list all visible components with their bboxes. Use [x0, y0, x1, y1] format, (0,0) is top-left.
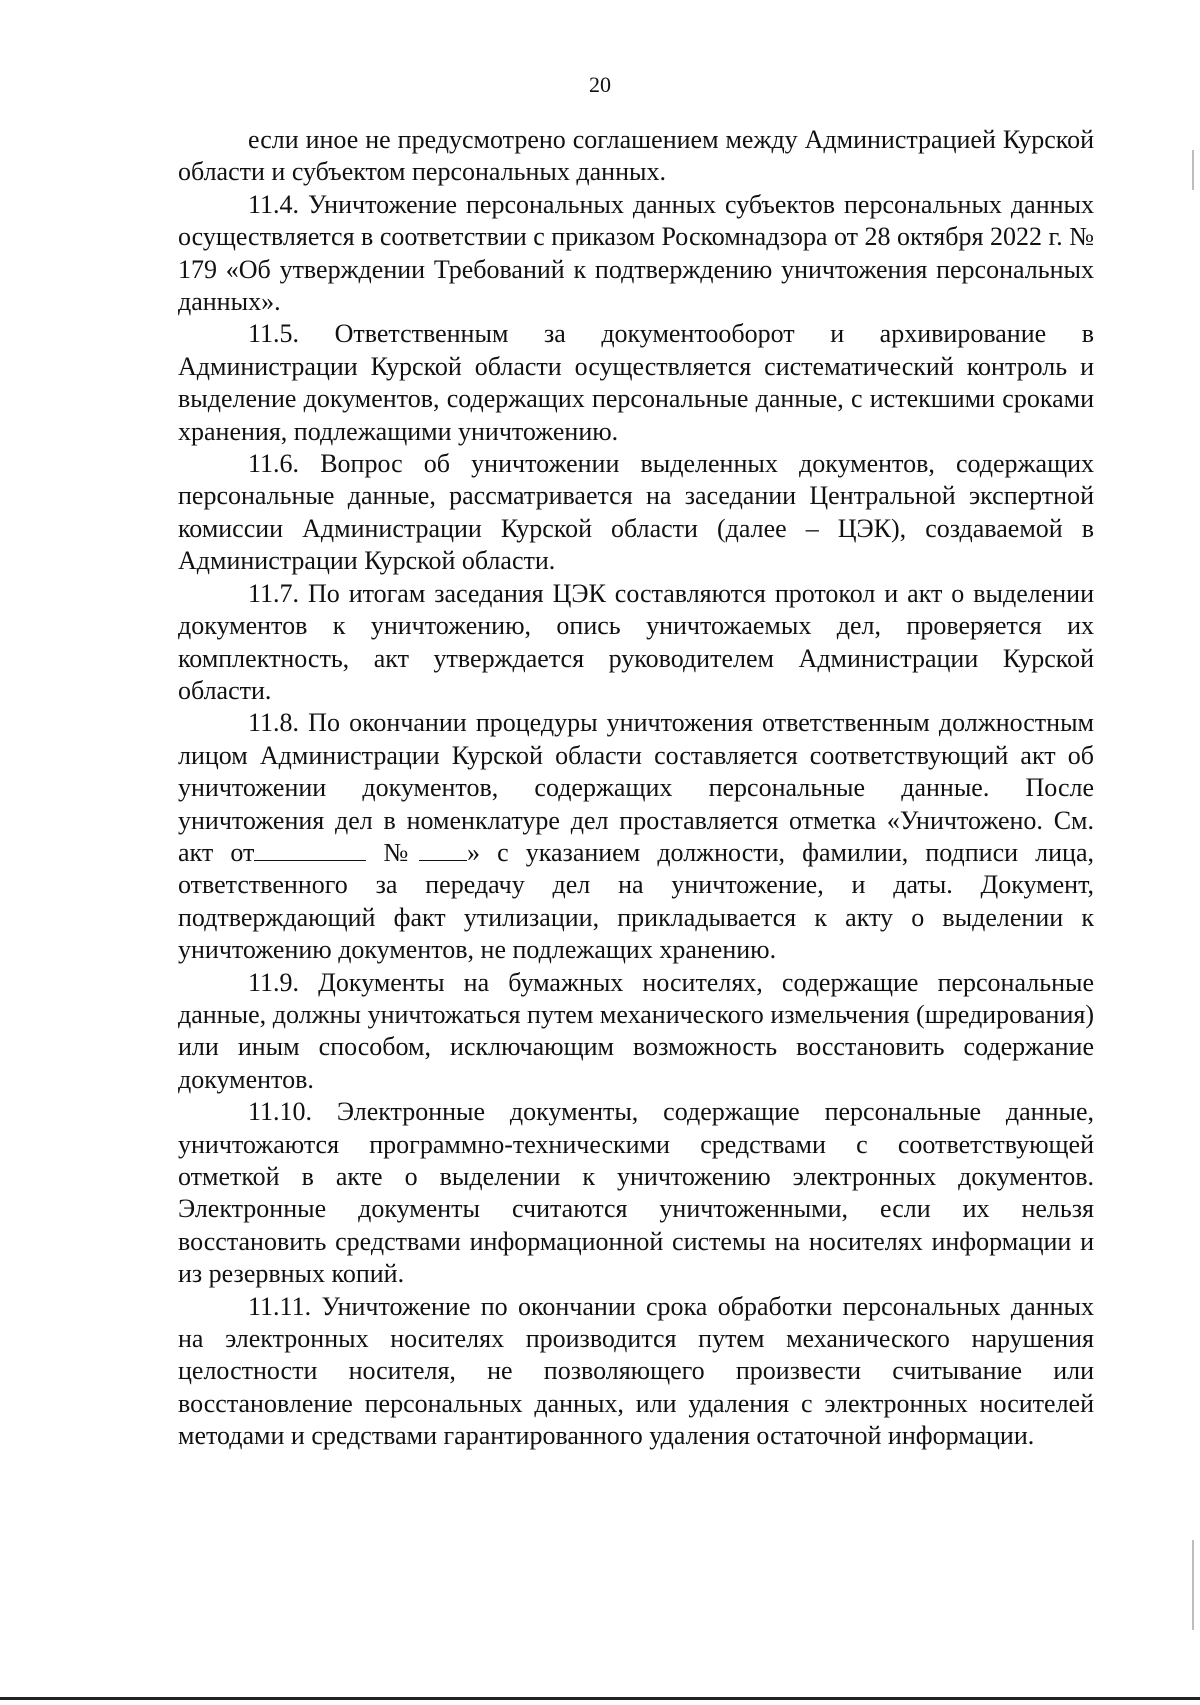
paragraph-11-10: 11.10. Электронные документы, содержащие персональные данные, уничтожаются программно-техническими средствами с соответствующей отметкой в акте о выделении к уничтожению электронных документов. Электронные документы считаются уничтоженными, если их нельзя восстановить средствами информационной системы на носителях информации и из резервных копий. [178, 1097, 1094, 1289]
scan-edge-mark [1192, 150, 1194, 190]
paragraph-11-8 [178, 707, 1094, 966]
scan-edge-mark [1192, 1540, 1194, 1630]
scan-bottom-edge [0, 1697, 1200, 1700]
paragraph-11-4: 11.4. Уничтожение персональных данных субъектов персональных данных осуществляется в соответствии с приказом Роскомнадзора от 28 октября 2022 г. № 179 «Об утверждении Требований к подтверждению уничтожения персональных данных». [178, 189, 1094, 317]
paragraph-11-11: 11.11. Уничтожение по окончании срока обработки персональных данных на электронных носителях производится путем механического нарушения целостности носителя, не позволяющего произвести считывание или восстановление персональных данных, или удаления с электронных носителей методами и средствами гарантированного удаления остаточной информации. [178, 1291, 1094, 1451]
act-number-blank [419, 838, 467, 861]
paragraph-11-8-part2: № [366, 837, 419, 867]
paragraph-11-9: 11.9. Документы на бумажных носителях, содержащие персональные данные, должны уничтожаться путем механического измельчения (шредирования) или иным способом, исключающим возможность восстановить содержание документов. [178, 967, 1094, 1094]
paragraph-11-8-part1: 11.8. По окончании процедуры уничтожения ответственным должностным лицом Администрации Курской области составляется соответствующий акт об уничтожении документов, содержащих персональные данные. После уничтожения дел в номенклатуре дел проставляется отметка «Уничтожено. См. акт от [178, 708, 1094, 867]
document-body [178, 124, 1094, 1453]
paragraph-11-5: 11.5. Ответственным за документооборот и архивирование в Администрации Курской области осуществляется систематический контроль и выделение документов, содержащих персональные данные, с истекшими сроками хранения, подлежащими уничтожению. [178, 319, 1094, 446]
paragraph-continuation: если иное не предусмотрено соглашением между Администрацией Курской области и субъектом персональных данных. [178, 125, 1094, 187]
paragraph-11-7: 11.7. По итогам заседания ЦЭК составляются протокол и акт о выделении документов к уничтожению, опись уничтожаемых дел, проверяется их комплектность, акт утверждается руководителем Администрации Курской области. [178, 578, 1094, 705]
act-date-blank [254, 838, 366, 861]
paragraph-11-6: 11.6. Вопрос об уничтожении выделенных документов, содержащих персональные данные, рассматривается на заседании Центральной экспертной комиссии Администрации Курской области (далее – ЦЭК), создаваемой в Администрации Курской области. [178, 449, 1094, 576]
paragraph-11-8-part3: » с указанием должности, фамилии, подписи лица, ответственного за передачу дел на уничтожение, и даты. Документ, подтверждающий факт утилизации, прикладывается к акту о выделении к уничтожению документов, не подлежащих хранению. [178, 837, 1095, 965]
page-number: 20 [589, 72, 611, 97]
